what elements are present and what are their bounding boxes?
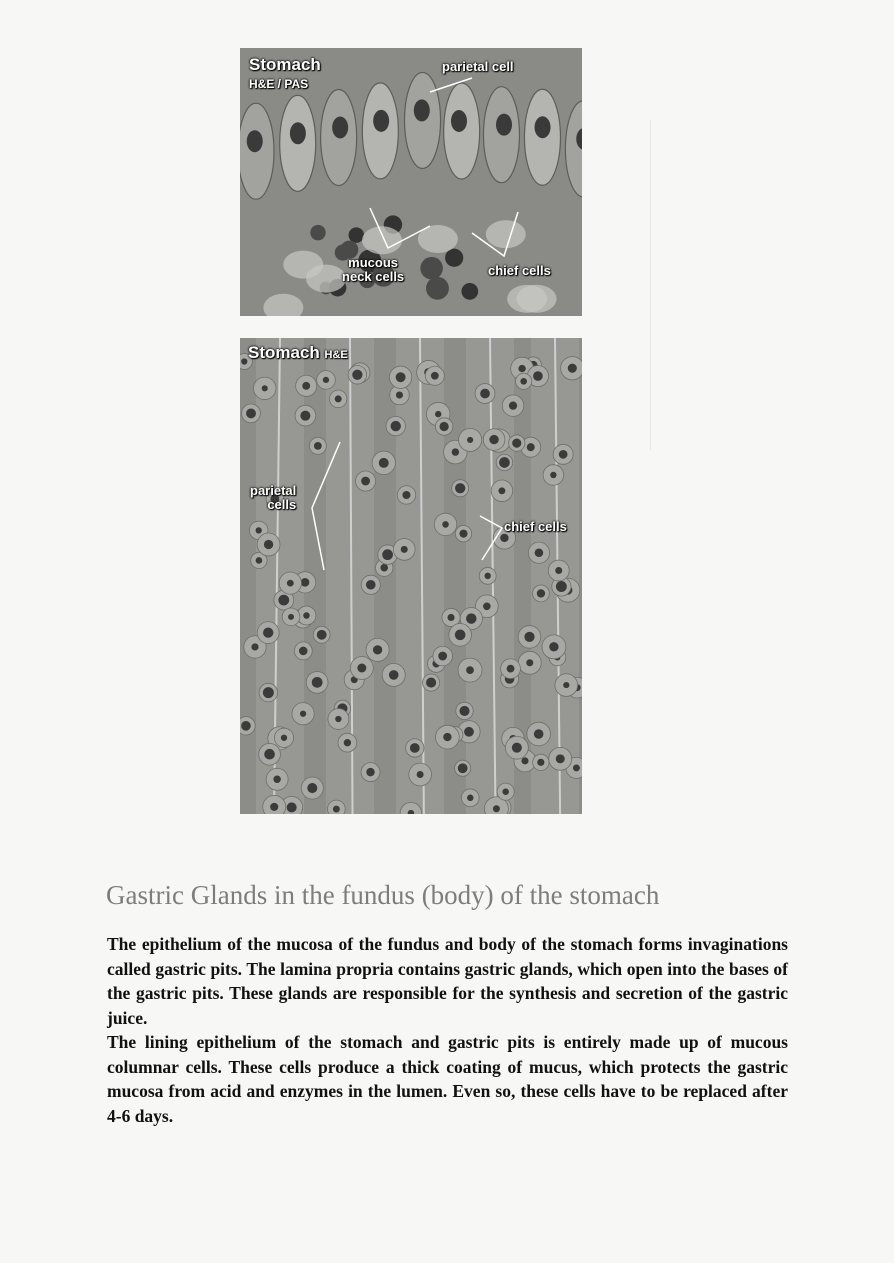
cell-nucleus	[301, 578, 310, 587]
cell-nucleus	[332, 117, 348, 139]
micrograph-bottom-title	[248, 344, 348, 362]
cell-nucleus	[537, 589, 545, 597]
cell-nucleus	[431, 372, 439, 380]
cell-nucleus	[556, 581, 567, 592]
cell-nucleus	[509, 402, 517, 410]
cell-nucleus	[396, 372, 406, 382]
cell-nucleus	[382, 549, 393, 560]
cell-nucleus	[391, 421, 401, 431]
cell-nucleus	[533, 371, 543, 381]
cell-nucleus	[396, 391, 403, 398]
cell-nucleus	[568, 364, 577, 373]
cell-body	[507, 285, 547, 313]
cell-nucleus	[458, 763, 468, 773]
cell-nucleus	[380, 564, 388, 572]
cell-nucleus	[461, 283, 478, 300]
cell-nucleus	[549, 642, 558, 651]
cell-nucleus	[302, 382, 310, 390]
cell-nucleus	[455, 483, 465, 493]
cell-nucleus	[373, 645, 382, 654]
cell-nucleus	[314, 442, 322, 450]
cell-nucleus	[361, 477, 370, 486]
cell-nucleus	[464, 727, 474, 737]
cell-body	[362, 226, 402, 254]
cell-nucleus	[352, 370, 362, 380]
cell-nucleus	[438, 652, 447, 661]
cell-nucleus	[410, 743, 420, 753]
cell-nucleus	[420, 257, 443, 280]
cell-nucleus	[251, 643, 258, 650]
cell-nucleus	[524, 632, 534, 642]
cell-nucleus	[507, 665, 515, 673]
bleed-through-shadow	[650, 120, 801, 450]
cell-nucleus	[310, 225, 325, 240]
cell-nucleus	[303, 612, 309, 618]
cell-nucleus	[287, 802, 297, 812]
cell-nucleus	[485, 573, 491, 579]
micrograph-bottom-stain: H&E	[324, 349, 348, 361]
cell-nucleus	[435, 411, 441, 417]
cell-nucleus	[502, 788, 508, 794]
section-heading: Gastric Glands in the fundus (body) of the stomach	[106, 880, 660, 910]
cell-nucleus	[483, 602, 491, 610]
cell-nucleus	[256, 557, 263, 564]
cell-nucleus	[366, 580, 376, 590]
cell-nucleus	[335, 395, 342, 402]
micrograph-top-stain: H&E / PAS	[249, 77, 309, 91]
cell-nucleus	[357, 664, 366, 673]
label-parietal-cells: parietal cells	[250, 483, 297, 512]
cell-nucleus	[451, 110, 467, 132]
cell-nucleus	[467, 795, 473, 801]
cell-nucleus	[288, 614, 294, 620]
cell-nucleus	[373, 110, 389, 132]
cell-nucleus	[521, 757, 528, 764]
micrograph-bottom-title-text: Stomach	[248, 343, 320, 362]
cell-nucleus	[287, 580, 294, 587]
cell-nucleus	[241, 358, 247, 364]
cell-nucleus	[518, 365, 525, 372]
cell-nucleus	[256, 527, 262, 533]
cell-nucleus	[278, 595, 289, 606]
cell-nucleus	[426, 277, 449, 300]
cell-nucleus	[349, 227, 365, 243]
cell-nucleus	[563, 682, 569, 688]
cell-nucleus	[467, 437, 473, 443]
cell-nucleus	[323, 377, 329, 383]
cell-nucleus	[550, 472, 556, 478]
cell-nucleus	[247, 130, 263, 152]
cell-nucleus	[401, 546, 408, 553]
cell-nucleus	[447, 614, 454, 621]
cell-nucleus	[500, 534, 508, 542]
cell-nucleus	[300, 711, 306, 717]
cell-nucleus	[455, 630, 466, 641]
cell-nucleus	[366, 768, 374, 776]
cell-nucleus	[559, 450, 568, 459]
cell-nucleus	[445, 249, 463, 267]
cell-nucleus	[466, 666, 474, 674]
cell-nucleus	[512, 743, 522, 753]
cell-nucleus	[335, 716, 341, 722]
cell-nucleus	[263, 687, 274, 698]
cell-nucleus	[426, 678, 436, 688]
cell-nucleus	[264, 749, 275, 760]
cell-nucleus	[241, 721, 251, 731]
cell-nucleus	[535, 548, 544, 557]
label-mucous-neck-cells: mucous neck cells	[342, 255, 405, 284]
cell-nucleus	[512, 439, 521, 448]
cell-nucleus	[290, 122, 306, 144]
cell-nucleus	[498, 487, 505, 494]
cell-nucleus	[443, 733, 451, 741]
cell-nucleus	[246, 408, 256, 418]
micrograph-bottom-image	[240, 338, 582, 814]
cell-nucleus	[379, 458, 389, 468]
cell-nucleus	[537, 759, 544, 766]
cell-nucleus	[459, 530, 467, 538]
cell-nucleus	[389, 670, 399, 680]
cell-nucleus	[493, 805, 500, 812]
body-paragraph-2: The lining epithelium of the stomach and gastric pits is entirely made up of mucous columnar cells. These cells produce a thick coating of mucus, which protects the gastric mucosa from acid and enzymes in the lumen. Even so, these cells have to be replaced after 4-6 days.	[107, 1032, 788, 1126]
label-chief-cells-bottom: chief cells	[504, 519, 567, 534]
cell-nucleus	[489, 435, 498, 444]
cell-nucleus	[312, 677, 323, 688]
cell-nucleus	[520, 378, 527, 385]
cell-nucleus	[270, 803, 278, 811]
cell-nucleus	[307, 783, 317, 793]
cell-nucleus	[480, 389, 490, 399]
cell-body	[486, 220, 526, 248]
cell-nucleus	[281, 735, 287, 741]
cell-nucleus	[535, 116, 551, 138]
label-chief-cells-top: chief cells	[488, 263, 551, 278]
cell-nucleus	[333, 806, 340, 813]
cell-nucleus	[466, 613, 476, 623]
micrograph-top-title: Stomach	[249, 55, 321, 74]
cell-nucleus	[556, 754, 565, 763]
cell-nucleus	[299, 647, 308, 656]
micrograph-bottom	[240, 338, 582, 814]
micrograph-top	[240, 48, 582, 316]
cell-nucleus	[414, 99, 430, 121]
cell-nucleus	[534, 729, 544, 739]
cell-nucleus	[499, 457, 510, 468]
cell-nucleus	[317, 630, 327, 640]
cell-nucleus	[573, 764, 580, 771]
cell-nucleus	[417, 771, 424, 778]
cell-nucleus	[344, 739, 351, 746]
cell-nucleus	[527, 443, 535, 451]
cell-nucleus	[264, 540, 273, 549]
cell-nucleus	[452, 448, 459, 455]
cell-nucleus	[273, 776, 280, 783]
cell-nucleus	[459, 706, 469, 716]
cell-nucleus	[263, 627, 273, 637]
cell-body	[283, 251, 323, 279]
body-paragraph-1: The epithelium of the mucosa of the fundus and body of the stomach forms invaginations called gastric pits. The lamina propria contains gastric glands, which open into the bases of the gastric pits. These glands are responsible for the synthesis and secretion of the gastric juice.	[107, 934, 788, 1028]
cell-nucleus	[526, 659, 533, 666]
cell-nucleus	[262, 385, 268, 391]
cell-nucleus	[555, 567, 562, 574]
cell-nucleus	[300, 411, 310, 421]
cell-nucleus	[442, 521, 449, 528]
cell-nucleus	[496, 114, 512, 136]
cell-nucleus	[402, 491, 410, 499]
cell-nucleus	[440, 422, 449, 431]
label-parietal-cell: parietal cell	[442, 59, 514, 74]
